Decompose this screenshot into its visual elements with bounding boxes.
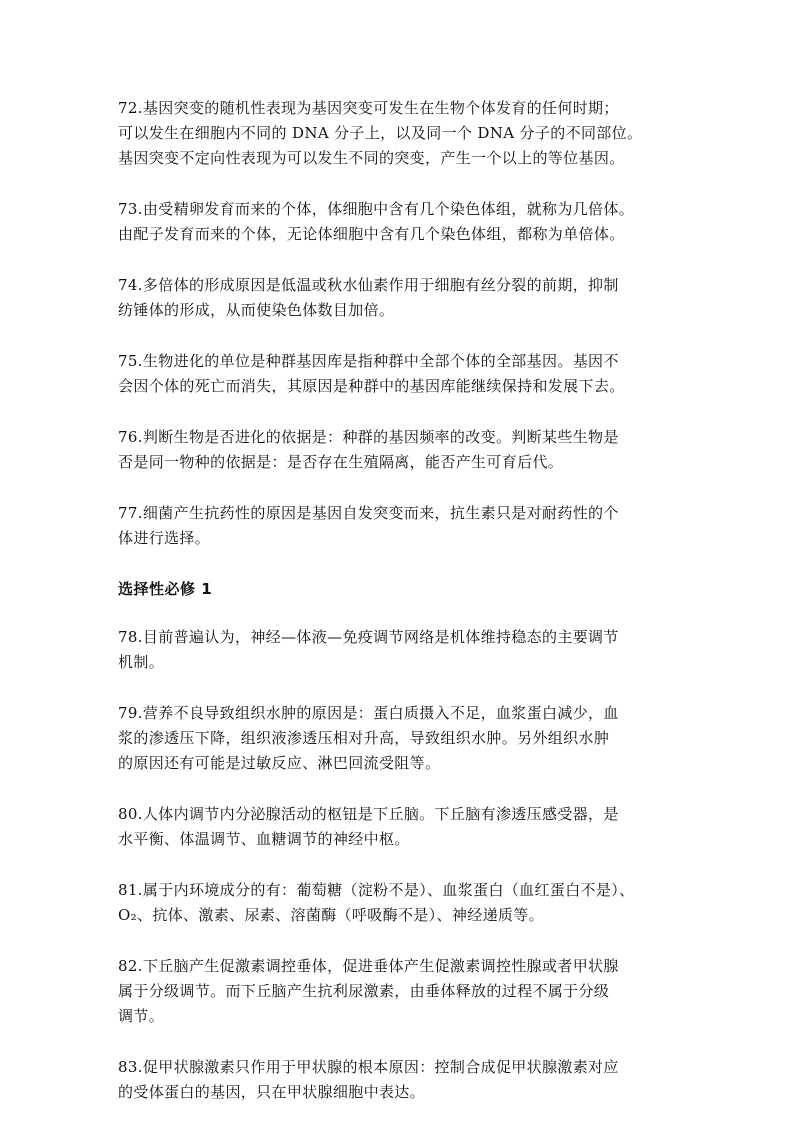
paragraph-81 xyxy=(118,878,678,928)
text-line: 的原因还有可能是过敏反应、淋巴回流受阻等。 xyxy=(118,754,441,772)
paragraph-76 xyxy=(118,425,678,475)
text-line: 调节。 xyxy=(118,1007,165,1025)
text-line: O₂、抗体、激素、尿素、溶菌酶（呼吸酶不是）、神经递质等。 xyxy=(118,906,544,924)
paragraph-73 xyxy=(118,197,678,247)
text-line: 机制。 xyxy=(118,653,165,671)
text-line: 74.多倍体的形成原因是低温或秋水仙素作用于细胞有丝分裂的前期，抑制 xyxy=(118,276,619,294)
text-line: 75.生物进化的单位是种群基因库是指种群中全部个体的全部基因。基因不 xyxy=(118,352,619,370)
text-line: 77.细菌产生抗药性的原因是基因自发突变而来，抗生素只是对耐药性的个 xyxy=(118,504,619,522)
paragraph-75 xyxy=(118,349,678,399)
paragraph-80 xyxy=(118,802,678,852)
text-line: 79.营养不良导致组织水肿的原因是：蛋白质摄入不足，血浆蛋白减少，血 xyxy=(118,704,619,722)
text-line: 80.人体内调节内分泌腺活动的枢钮是下丘脑。下丘脑有渗透压感受器，是 xyxy=(118,805,619,823)
paragraph-78 xyxy=(118,625,678,675)
paragraph-83 xyxy=(118,1055,678,1105)
text-line: 73.由受精卵发育而来的个体，体细胞中含有几个染色体组，就称为几倍体。 xyxy=(118,200,635,218)
paragraph-77 xyxy=(118,501,678,551)
paragraph-82 xyxy=(118,954,678,1029)
text-line: 水平衡、体温调节、血糖调节的神经中枢。 xyxy=(118,830,410,848)
paragraph-72 xyxy=(118,96,678,171)
text-line: 83.促甲状腺激素只作用于甲状腺的根本原因：控制合成促甲状腺激素对应 xyxy=(118,1058,619,1076)
text-line: 会因个体的死亡而消失，其原因是种群中的基因库能继续保持和发展下去。 xyxy=(118,377,625,395)
text-line: 78.目前普遍认为，神经—体液—免疫调节网络是机体维持稳态的主要调节 xyxy=(118,628,619,646)
text-line: 可以发生在细胞内不同的 DNA 分子上，以及同一个 DNA 分子的不同部位。 xyxy=(118,124,643,142)
text-line: 82.下丘脑产生促激素调控垂体，促进垂体产生促激素调控性腺或者甲状腺 xyxy=(118,957,619,975)
text-line: 72.基因突变的随机性表现为基因突变可发生在生物个体发育的任何时期； xyxy=(118,99,619,117)
paragraph-74 xyxy=(118,273,678,323)
paragraph-79 xyxy=(118,701,678,776)
text-line: 76.判断生物是否进化的依据是：种群的基因频率的改变。判断某些生物是 xyxy=(118,428,619,446)
text-line: 的受体蛋白的基因，只在甲状腺细胞中表达。 xyxy=(118,1083,426,1101)
text-line: 基因突变不定向性表现为可以发生不同的突变，产生一个以上的等位基因。 xyxy=(118,149,625,167)
text-line: 81.属于内环境成分的有：葡萄糖（淀粉不是）、血浆蛋白（血红蛋白不是）、 xyxy=(118,881,635,899)
text-line: 体进行选择。 xyxy=(118,529,211,547)
text-line: 纺锤体的形成，从而使染色体数目加倍。 xyxy=(118,301,395,319)
text-line: 浆的渗透压下降，组织液渗透压相对升高，导致组织水肿。另外组织水肿 xyxy=(118,729,610,747)
text-line: 由配子发育而来的个体，无论体细胞中含有几个染色体组，都称为单倍体。 xyxy=(118,225,625,243)
document-page xyxy=(118,96,678,1131)
text-line: 属于分级调节。而下丘脑产生抗利尿激素，由垂体释放的过程不属于分级 xyxy=(118,982,610,1000)
section-heading: 选择性必修 1 xyxy=(118,580,213,598)
text-line: 否是同一物种的依据是：是否存在生殖隔离，能否产生可育后代。 xyxy=(118,453,564,471)
